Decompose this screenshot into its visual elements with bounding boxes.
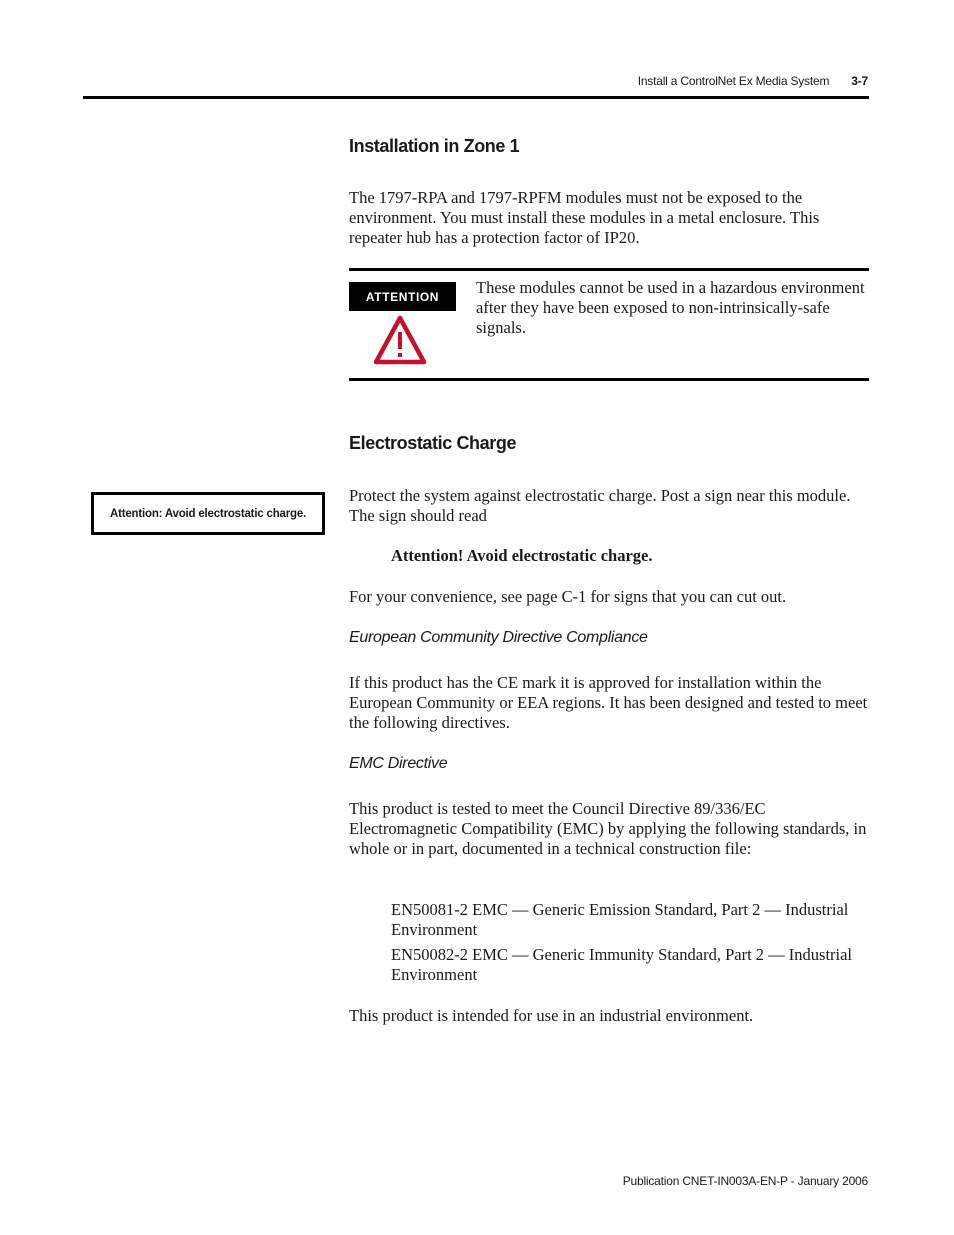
heading-electrostatic-charge: Electrostatic Charge [349, 433, 517, 453]
heading-emc-directive: EMC Directive [349, 755, 448, 772]
sign-text: Attention! Avoid electrostatic charge. [391, 546, 653, 565]
running-header [638, 74, 868, 88]
heading-installation-zone1: Installation in Zone 1 [349, 136, 520, 156]
zone1-paragraph: The 1797-RPA and 1797-RPFM modules must not be exposed to the environment. You must install these modules in a metal enclosure. This repeater hub has a protection factor of IP20. [349, 188, 820, 247]
attention-badge: ATTENTION [349, 282, 456, 311]
attention-text: These modules cannot be used in a hazardous environment after they have been exposed to non-intrinsically-safe signals. [476, 278, 865, 337]
margin-note-sign: Attention: Avoid electrostatic charge. [91, 492, 325, 535]
publication-footer: Publication CNET-IN003A-EN-P - January 2006 [622, 1174, 868, 1188]
attention-bottom-rule [349, 378, 869, 381]
header-rule [83, 96, 869, 99]
attention-top-rule [349, 268, 869, 271]
electrostatic-paragraph: Protect the system against electrostatic charge. Post a sign near this module. The sign should read [349, 486, 851, 525]
warning-triangle-icon [373, 315, 427, 365]
ec-paragraph: If this product has the CE mark it is approved for installation within the European Community or EEA regions. It has been designed and tested to meet the following directives. [349, 673, 868, 732]
standard-item: EN50081-2 EMC — Generic Emission Standard, Part 2 — Industrial Environment [391, 900, 849, 939]
convenience-paragraph: For your convenience, see page C-1 for signs that you can cut out. [349, 587, 787, 606]
standard-item: EN50082-2 EMC — Generic Immunity Standard, Part 2 — Industrial Environment [391, 945, 853, 984]
section-title: Install a ControlNet Ex Media System [637, 74, 830, 88]
emc-paragraph: This product is tested to meet the Council Directive 89/336/EC Electromagnetic Compatibility (EMC) by applying the following standards, in whole or in part, documented in a technical construction file: [349, 799, 867, 858]
heading-ec-directive: European Community Directive Compliance [349, 629, 648, 646]
page-number: 3-7 [851, 74, 868, 88]
closing-paragraph: This product is intended for use in an industrial environment. [349, 1006, 754, 1025]
